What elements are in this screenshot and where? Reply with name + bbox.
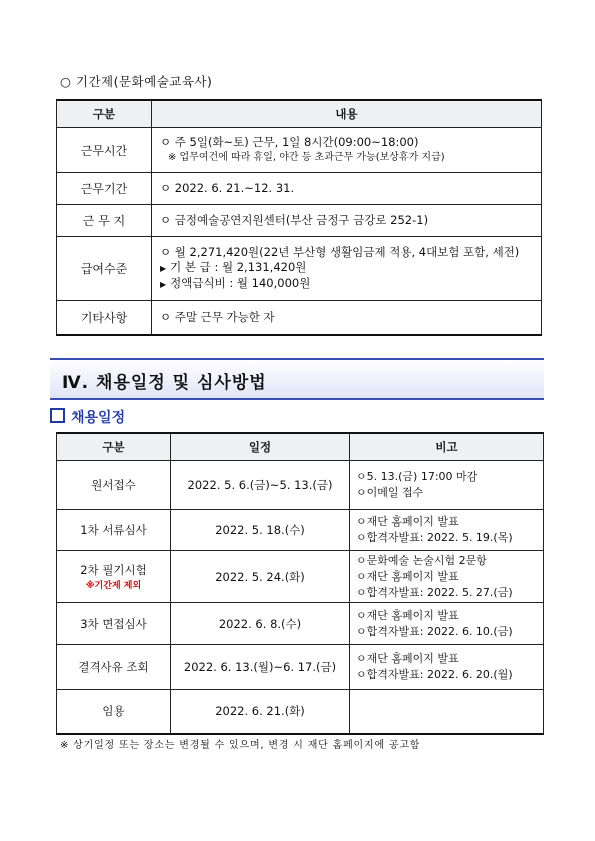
stage-exception-note: ※기간제 제외: [85, 581, 142, 591]
recruitment-schedule-table: [56, 432, 544, 735]
table-row: [57, 237, 542, 301]
subsection-heading: [50, 407, 125, 427]
square-bullet-icon: [50, 408, 65, 423]
content-line: ㅇ 주말 근무 가능한 자: [152, 301, 542, 335]
table-row: [57, 645, 544, 690]
header-category: 구분: [57, 433, 171, 461]
stage-date: 2022. 6. 8.(수): [171, 603, 350, 645]
row-label: 근무시간: [57, 128, 152, 173]
stage-label-cell: [57, 551, 171, 603]
table-row: [57, 205, 542, 237]
row-label: 기타사항: [57, 301, 152, 335]
row-content: [152, 128, 542, 173]
stage-date: 2022. 5. 18.(수): [171, 510, 350, 551]
section-heading-contract: ○ 기간제(문화예술교육사): [60, 74, 213, 89]
header-content: 내용: [152, 100, 542, 128]
note-line: ㅇ재단 홈페이지 발표: [356, 652, 459, 665]
section-banner: [50, 358, 544, 400]
stage-date: 2022. 5. 24.(화): [171, 551, 350, 603]
note-line: ㅇ합격자발표: 2022. 5. 27.(금): [356, 585, 513, 599]
note-line: ㅇ문화예술 논술시험 2문항: [356, 553, 487, 567]
header-schedule: 일정: [171, 433, 350, 461]
note-line: ㅇ재단 홈페이지 발표: [356, 569, 459, 583]
table-row: [57, 510, 544, 551]
stage-date: 2022. 6. 21.(화): [171, 690, 350, 734]
stage-date: 2022. 6. 13.(월)~6. 17.(금): [171, 645, 350, 690]
triangle-bullet-icon: ▶: [160, 280, 167, 289]
employment-conditions-table: [56, 99, 542, 336]
subsection-title: 채용일정: [71, 410, 126, 426]
row-label: 근 무 지: [57, 205, 152, 237]
triangle-bullet-icon: ▶: [160, 264, 167, 273]
table-row: [57, 301, 542, 335]
footnote: ※ 상기일정 또는 장소는 변경될 수 있으며, 변경 시 재단 홈페이지에 공고함: [60, 740, 421, 751]
stage-notes: [350, 603, 544, 645]
bullet-text: 정액급식비 : 월 140,000원: [170, 276, 311, 290]
stage-label: 1차 서류심사: [57, 510, 171, 551]
note-line: ㅇ합격자발표: 2022. 6. 10.(금): [356, 624, 513, 638]
bullet-text: 기 본 급 : 월 2,131,420원: [170, 260, 307, 274]
table-row: [57, 461, 544, 510]
table-row: [57, 173, 542, 205]
content-line: ㅇ 월 2,271,420원(22년 부산형 생활임금제 적용, 4대보험 포함, 세전): [160, 245, 520, 259]
stage-notes: [350, 551, 544, 603]
stage-date: 2022. 5. 6.(금)~5. 13.(금): [171, 461, 350, 510]
header-category: 구분: [57, 100, 152, 128]
banner-title: Ⅳ. 채용일정 및 심사방법: [62, 373, 267, 393]
stage-notes: [350, 461, 544, 510]
table-header-row: [57, 100, 542, 128]
table-row: [57, 551, 544, 603]
note-line: ㅇ이메일 접수: [356, 486, 424, 499]
note-line: ㅇ합격자발표: 2022. 6. 20.(월): [356, 668, 513, 681]
bullet-line: [160, 276, 541, 292]
note-line: ㅇ5. 13.(금) 17:00 마감: [356, 470, 478, 483]
stage-notes: [350, 645, 544, 690]
content-line: ㅇ 2022. 6. 21.~12. 31.: [152, 173, 542, 205]
stage-label: 임용: [57, 690, 171, 734]
table-header-row: [57, 433, 544, 461]
note-line: ㅇ합격자발표: 2022. 5. 19.(목): [356, 531, 513, 544]
table-row: [57, 690, 544, 734]
row-label: 근무기간: [57, 173, 152, 205]
content-line: ㅇ 금정예술공연지원센터(부산 금정구 금강로 252-1): [152, 205, 542, 237]
note-line: ㅇ재단 홈페이지 발표: [356, 515, 459, 528]
stage-label: 3차 면접심사: [57, 603, 171, 645]
stage-notes: [350, 690, 544, 734]
stage-notes: [350, 510, 544, 551]
content-line: ㅇ 주 5일(화~토) 근무, 1일 8시간(09:00~18:00): [160, 135, 419, 149]
note-line: ㅇ재단 홈페이지 발표: [356, 608, 459, 622]
stage-label: 2차 필기시험: [80, 563, 147, 577]
stage-label: 결격사유 조회: [57, 645, 171, 690]
row-label: 급여수준: [57, 237, 152, 301]
content-note: ※ 업무여건에 따라 휴일, 야간 등 초과근무 가능(보상휴가 지급): [168, 152, 445, 163]
table-row: [57, 128, 542, 173]
table-row: [57, 603, 544, 645]
header-remarks: 비고: [350, 433, 544, 461]
stage-label: 원서접수: [57, 461, 171, 510]
row-content: [152, 237, 542, 301]
bullet-line: [160, 260, 541, 276]
